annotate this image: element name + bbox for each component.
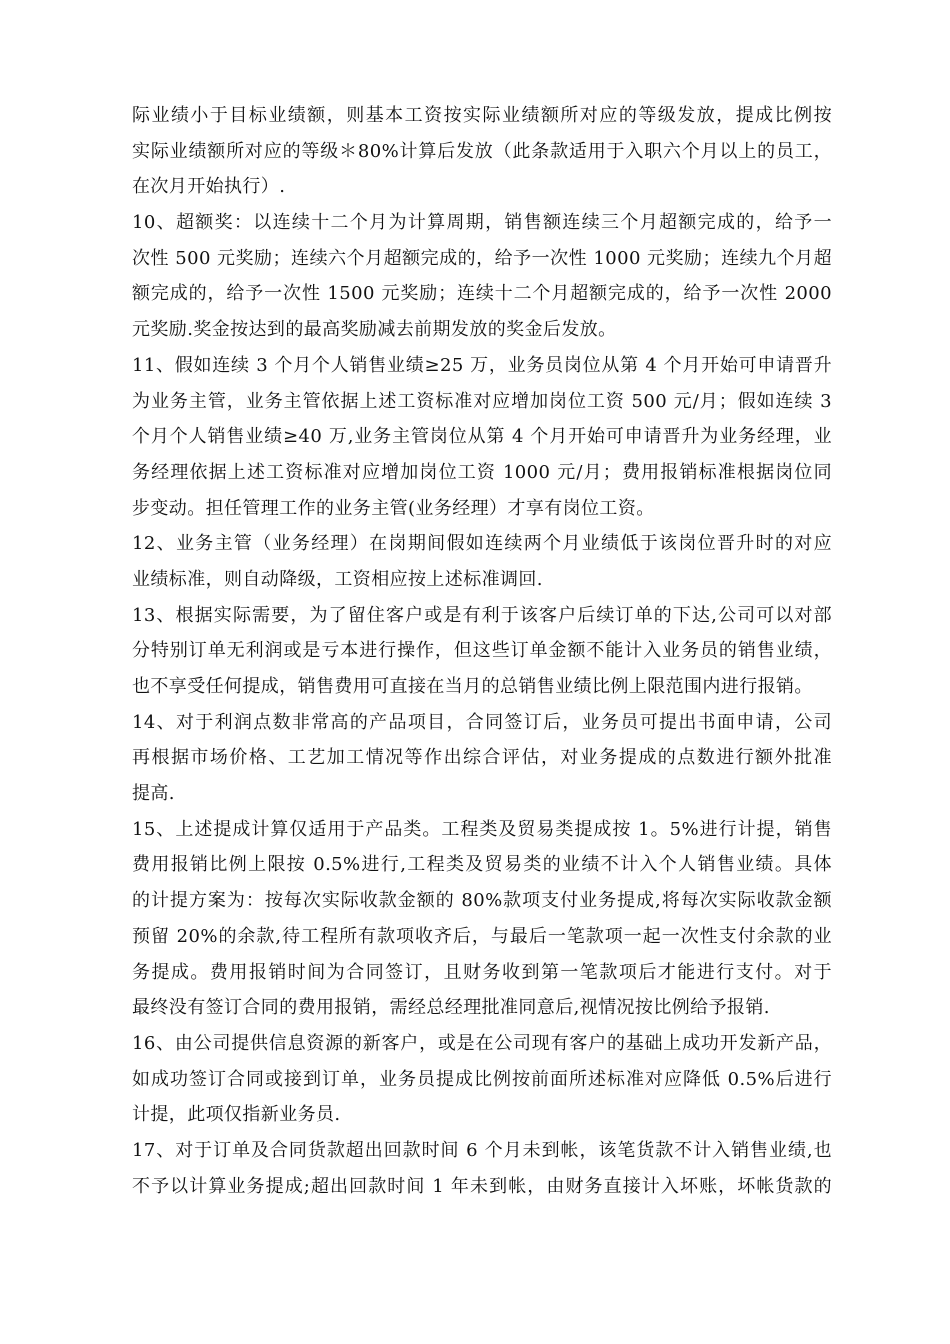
paragraph-clause-16: [132, 1026, 832, 1133]
text-line: 最终没有签订合同的费用报销，需经总经理批准同意后,视情况按比例给予报销.: [132, 997, 770, 1019]
text-line: 次性 500 元奖励；连续六个月超额完成的，给予一次性 1000 元奖励；连续九个月超: [132, 247, 832, 269]
text-line: 分特别订单无利润或是亏本进行操作，但这些订单金额不能计入业务员的销售业绩，: [132, 640, 832, 662]
paragraph-clause-13: [132, 598, 832, 705]
text-line: 费用报销比例上限按 0.5%进行,工程类及贸易类的业绩不计入个人销售业绩。具体: [132, 854, 832, 876]
text-line: 如成功签订合同或接到订单，业务员提成比例按前面所述标准对应降低 0.5%后进行: [132, 1068, 832, 1090]
text-line: 也不享受任何提成，销售费用可直接在当月的总销售业绩比例上限范围内进行报销。: [132, 676, 813, 697]
text-line: 元奖励.奖金按达到的最高奖励减去前期发放的奖金后发放。: [132, 319, 617, 341]
text-line: 务提成。费用报销时间为合同签订，且财务收到第一笔款项后才能进行支付。对于: [132, 961, 832, 983]
text-line: 11、假如连续 3 个月个人销售业绩≥25 万，业务员岗位从第 4 个月开始可申请晋升: [132, 354, 832, 376]
paragraph-clause-10: [132, 205, 832, 348]
text-line: 为业务主管，业务主管依据上述工资标准对应增加岗位工资 500 元/月；假如连续 3: [132, 390, 832, 412]
text-line: 在次月开始执行）.: [132, 176, 286, 198]
paragraph-clause-12: [132, 526, 832, 597]
document-body: [132, 98, 832, 1204]
text-line: 步变动。担任管理工作的业务主管(业务经理）才享有岗位工资。: [132, 497, 655, 519]
paragraph-clause-15: [132, 812, 832, 1026]
text-line: 实际业绩额所对应的等级＊80%计算后发放（此条款适用于入职六个月以上的员工，: [132, 140, 832, 162]
text-line: 预留 20%的余款,待工程所有款项收齐后，与最后一笔款项一起一次性支付余款的业: [132, 925, 832, 947]
text-line: 10、超额奖：以连续十二个月为计算周期，销售额连续三个月超额完成的，给予一: [132, 212, 832, 234]
text-line: 12、业务主管（业务经理）在岗期间假如连续两个月业绩低于该岗位晋升时的对应: [132, 533, 832, 555]
text-line: 17、对于订单及合同货款超出回款时间 6 个月未到帐，该笔货款不计入销售业绩,也: [132, 1139, 832, 1161]
text-line: 个月个人销售业绩≥40 万,业务主管岗位从第 4 个月开始可申请晋升为业务经理，业: [132, 426, 832, 448]
text-line: 15、上述提成计算仅适用于产品类。工程类及贸易类提成按 1。5%进行计提，销售: [132, 818, 832, 840]
text-line: 14、对于利润点数非常高的产品项目，合同签订后，业务员可提出书面申请，公司: [132, 711, 832, 733]
paragraph-clause-11: [132, 348, 832, 526]
text-line: 不予以计算业务提成;超出回款时间 1 年未到帐，由财务直接计入坏账，坏帐货款的: [132, 1175, 832, 1197]
text-line: 业绩标准，则自动降级，工资相应按上述标准调回.: [132, 568, 543, 590]
text-line: 额完成的，给予一次性 1500 元奖励；连续十二个月超额完成的，给予一次性 2000: [132, 283, 832, 305]
text-line: 计提，此项仅指新业务员.: [132, 1104, 341, 1126]
paragraph-clause-17: [132, 1133, 832, 1204]
text-line: 16、由公司提供信息资源的新客户，或是在公司现有客户的基础上成功开发新产品，: [132, 1032, 832, 1054]
text-line: 13、根据实际需要，为了留住客户或是有利于该客户后续订单的下达,公司可以对部: [132, 604, 832, 626]
paragraph-clause-14: [132, 705, 832, 812]
text-line: 提高.: [132, 783, 175, 805]
text-line: 务经理依据上述工资标准对应增加岗位工资 1000 元/月；费用报销标准根据岗位同: [132, 461, 832, 483]
paragraph-clause-9-continued: [132, 98, 832, 205]
text-line: 再根据市场价格、工艺加工情况等作出综合评估，对业务提成的点数进行额外批准: [132, 747, 832, 769]
text-line: 际业绩小于目标业绩额，则基本工资按实际业绩额所对应的等级发放，提成比例按: [132, 105, 832, 126]
text-line: 的计提方案为：按每次实际收款金额的 80%款项支付业务提成,将每次实际收款金额: [132, 890, 832, 912]
